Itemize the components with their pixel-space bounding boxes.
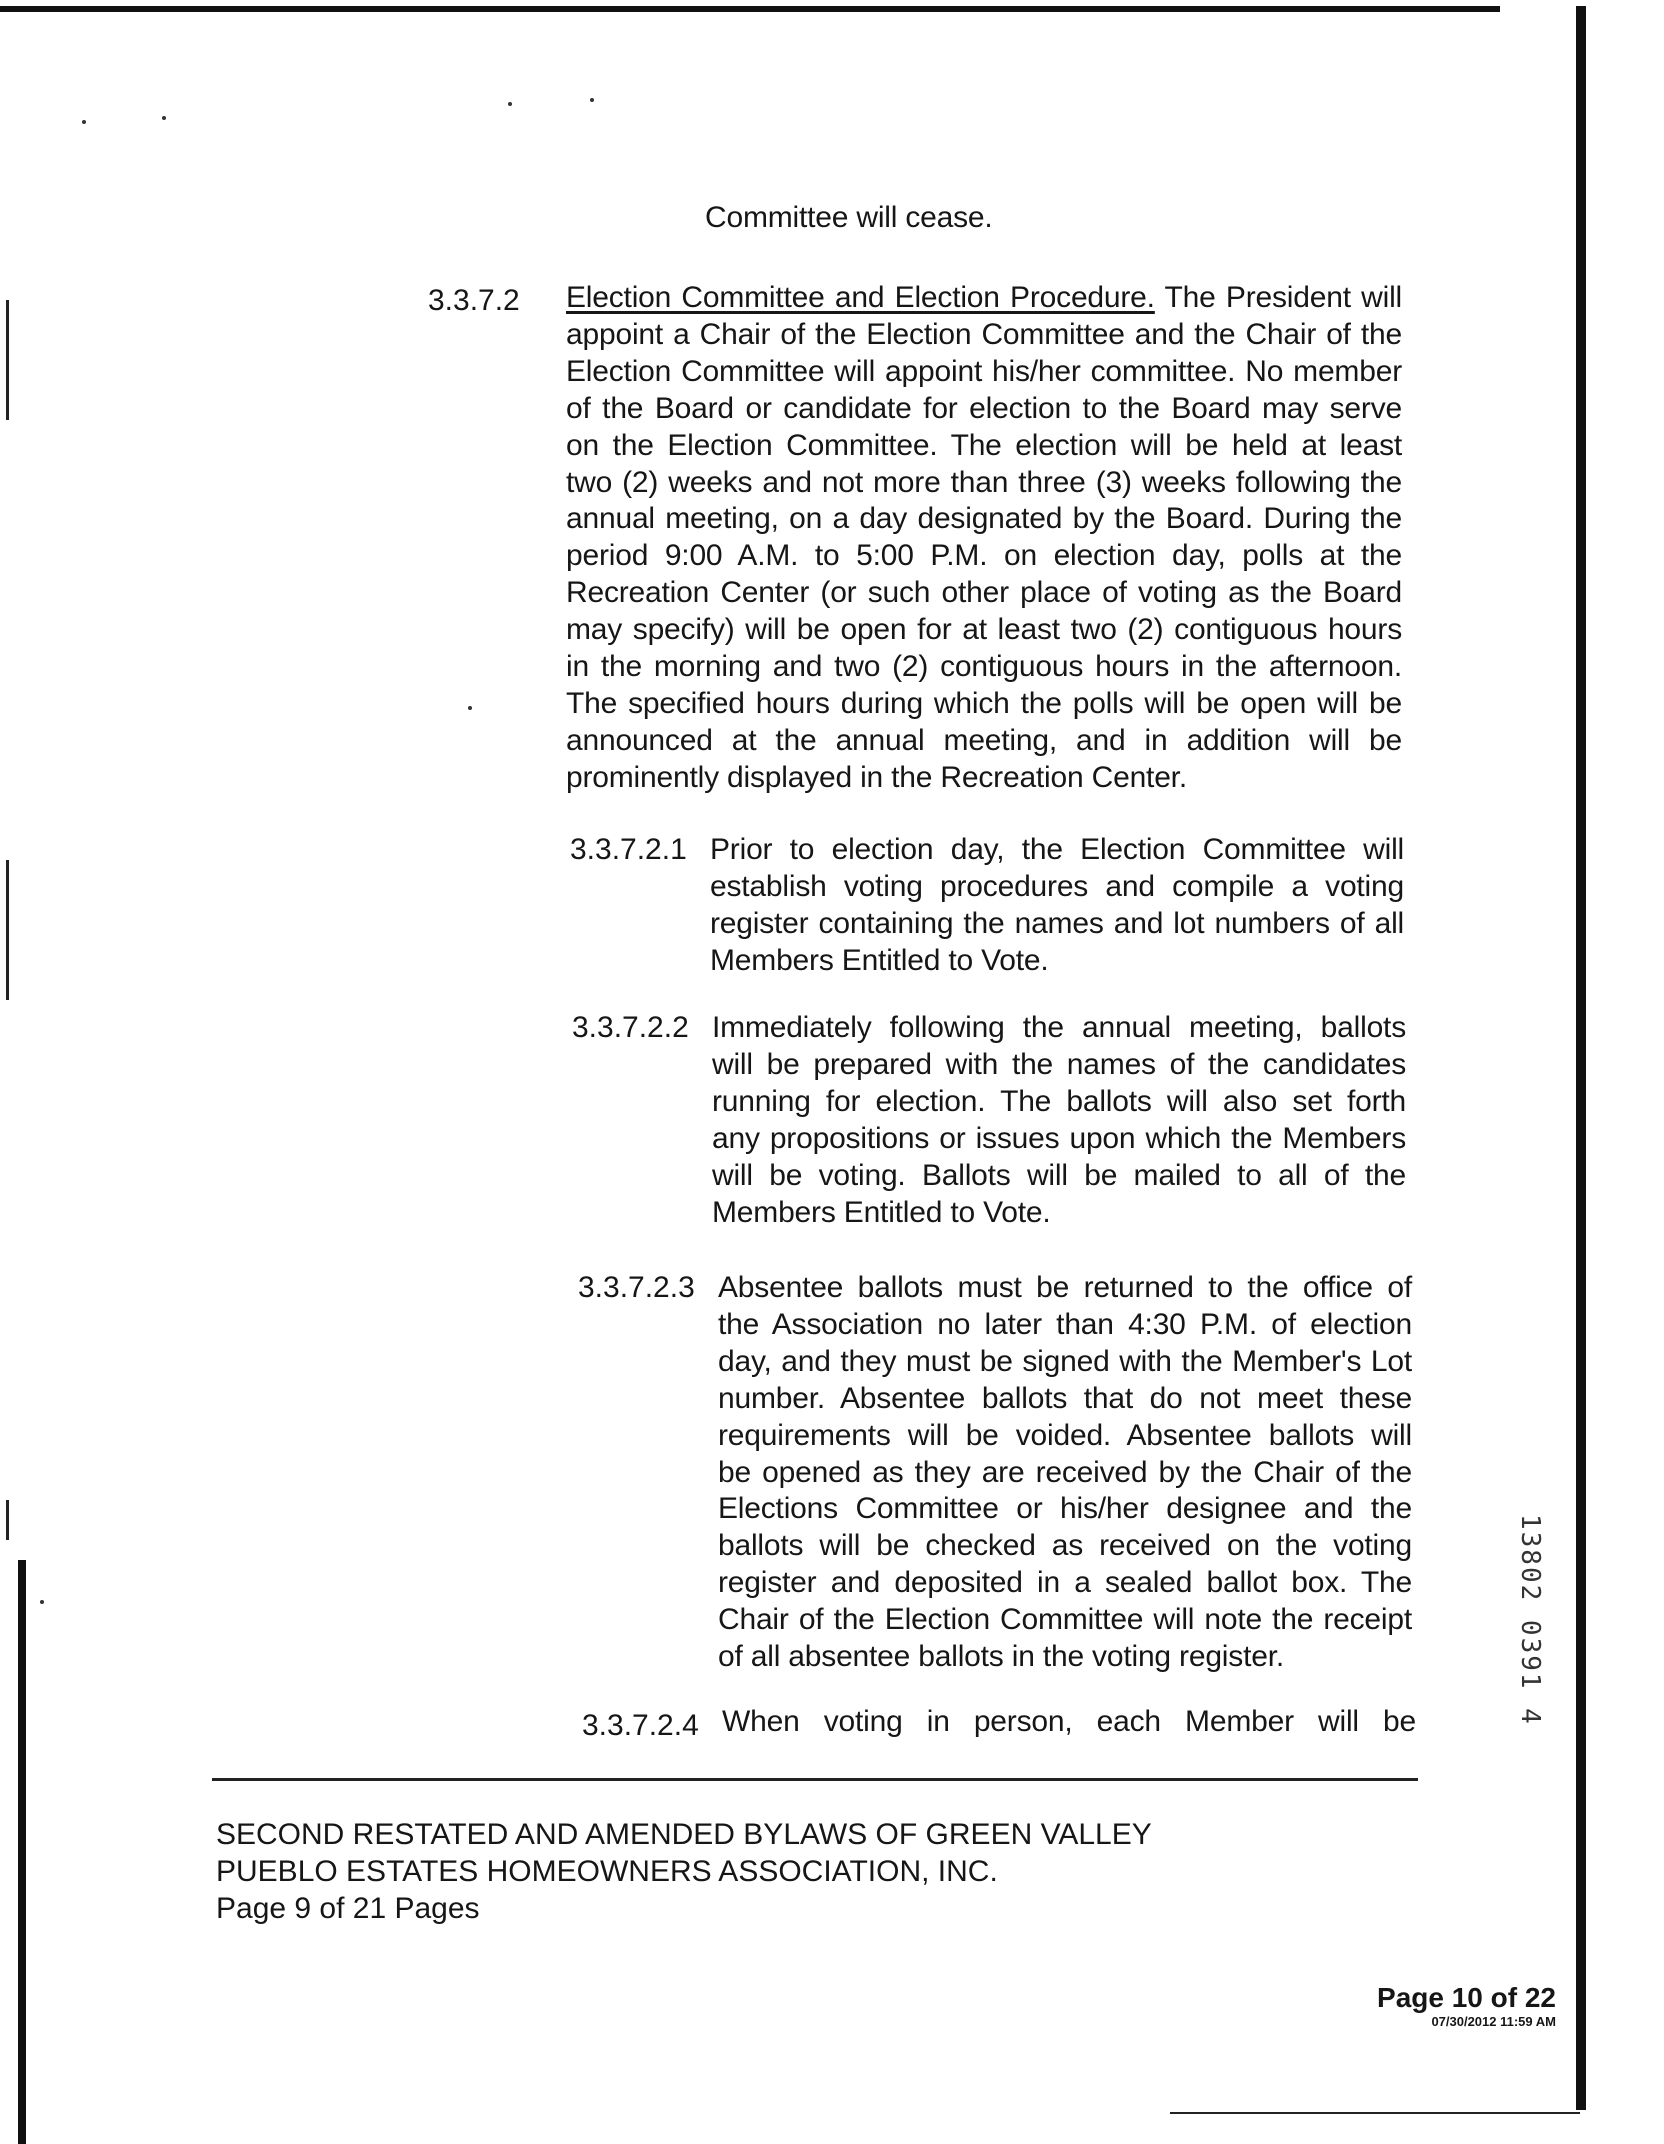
section-line: annual meeting, on a day designated by the Board. During the bbox=[566, 502, 1402, 536]
scan-top-edge bbox=[0, 6, 1500, 12]
section-line: The specified hours during which the polls will be open will be bbox=[566, 686, 1402, 720]
section-line: prominently displayed in the Recreation Center. bbox=[566, 760, 1187, 794]
subsection-line: day, and they must be signed with the Member's Lot bbox=[718, 1344, 1412, 1378]
subsection-line: of all absentee ballots in the voting register. bbox=[718, 1640, 1284, 1674]
scan-right-edge bbox=[1576, 6, 1586, 2110]
subsection-line: register containing the names and lot numbers of all bbox=[710, 906, 1404, 940]
subsection-line: establish voting procedures and compile a voting bbox=[710, 869, 1404, 903]
subsection-line: When voting in person, each Member will be bbox=[722, 1705, 1416, 1738]
footer-divider bbox=[212, 1778, 1418, 1781]
continuation-line: Committee will cease. bbox=[705, 201, 993, 234]
subsection-line: Elections Committee or his/her designee and the bbox=[718, 1492, 1412, 1526]
section-line: announced at the annual meeting, and in addition will be bbox=[566, 723, 1402, 757]
section-heading: Election Committee and Election Procedure. bbox=[566, 281, 1155, 314]
section-line: in the morning and two (2) contiguous hours in the afternoon. bbox=[566, 650, 1402, 684]
scan-left-edge bbox=[18, 1560, 26, 2144]
subsection-body bbox=[710, 832, 1404, 980]
section-body bbox=[566, 280, 1402, 797]
subsection-line: Members Entitled to Vote. bbox=[710, 943, 1049, 977]
subsection-line: be opened as they are received by the Chair of the bbox=[718, 1455, 1412, 1489]
scan-left-tick bbox=[6, 860, 9, 1000]
section-line: period 9:00 A.M. to 5:00 P.M. on election day, polls at the bbox=[566, 539, 1402, 573]
section-line: of the Board or candidate for election to the Board may serve bbox=[566, 391, 1402, 425]
recording-page-label: Page 10 of 22 bbox=[1377, 1982, 1556, 2013]
subsection-line: will be prepared with the names of the candidates bbox=[712, 1047, 1406, 1081]
subsection-line: number. Absentee ballots that do not meet these bbox=[718, 1381, 1412, 1415]
subsection-line: Absentee ballots must be returned to the office of bbox=[718, 1271, 1412, 1304]
section-line: Recreation Center (or such other place of voting as the Board bbox=[566, 576, 1402, 610]
subsection-line: the Association no later than 4:30 P.M. of election bbox=[718, 1307, 1412, 1341]
scan-speck bbox=[40, 1600, 44, 1604]
subsection-number: 3.3.7.2.1 bbox=[570, 833, 687, 866]
section-number: 3.3.7.2 bbox=[428, 284, 520, 317]
recording-timestamp: 07/30/2012 11:59 AM bbox=[1431, 2014, 1556, 2029]
document-footer bbox=[216, 1816, 1152, 1927]
subsection-line: Immediately following the annual meeting, ballots bbox=[712, 1011, 1406, 1044]
section-line: Election Committee will appoint his/her committee. No member bbox=[566, 354, 1402, 388]
scan-left-tick bbox=[6, 1500, 9, 1540]
section-line: may specify) will be open for at least two (2) contiguous hours bbox=[566, 613, 1402, 647]
recording-stamp-number: 13802 0391 4 bbox=[1515, 1514, 1545, 1726]
subsection-line: register and deposited in a sealed ballot box. The bbox=[718, 1566, 1412, 1600]
subsection-line: requirements will be voided. Absentee ballots will bbox=[718, 1418, 1412, 1452]
subsection-number: 3.3.7.2.3 bbox=[578, 1271, 695, 1304]
footer-title-line-1: SECOND RESTATED AND AMENDED BYLAWS OF GREEN VALLEY bbox=[216, 1818, 1152, 1851]
subsection-line: ballots will be checked as received on the voting bbox=[718, 1529, 1412, 1563]
subsection-number: 3.3.7.2.4 bbox=[582, 1709, 699, 1742]
scan-speck bbox=[162, 116, 166, 120]
scan-speck bbox=[82, 120, 86, 124]
subsection-body bbox=[712, 1010, 1406, 1231]
section-line: Election Committee and Election Procedure. The President will bbox=[566, 281, 1402, 314]
subsection-body bbox=[718, 1270, 1412, 1676]
subsection-line: Prior to election day, the Election Committee will bbox=[710, 833, 1404, 866]
recording-page-box bbox=[1377, 1982, 1556, 2030]
scan-bottom-line bbox=[1170, 2112, 1580, 2114]
subsection-line: Chair of the Election Committee will note the receipt bbox=[718, 1603, 1412, 1637]
subsection-line: Members Entitled to Vote. bbox=[712, 1195, 1051, 1229]
subsection-line: any propositions or issues upon which the Members bbox=[712, 1121, 1406, 1155]
footer-title-line-2: PUEBLO ESTATES HOMEOWNERS ASSOCIATION, INC. bbox=[216, 1855, 998, 1888]
subsection-number: 3.3.7.2.2 bbox=[572, 1011, 689, 1044]
footer-page-number: Page 9 of 21 Pages bbox=[216, 1892, 480, 1925]
section-line: two (2) weeks and not more than three (3) weeks following the bbox=[566, 465, 1402, 499]
scan-speck bbox=[468, 706, 472, 710]
subsection-body bbox=[722, 1704, 1416, 1741]
scan-speck bbox=[508, 102, 512, 106]
subsection-line: running for election. The ballots will also set forth bbox=[712, 1084, 1406, 1118]
subsection-line: will be voting. Ballots will be mailed to all of the bbox=[712, 1158, 1406, 1192]
scan-left-tick bbox=[6, 300, 9, 420]
section-line: appoint a Chair of the Election Committee and the Chair of the bbox=[566, 317, 1402, 351]
section-line: on the Election Committee. The election will be held at least bbox=[566, 428, 1402, 462]
scan-speck bbox=[590, 98, 594, 102]
